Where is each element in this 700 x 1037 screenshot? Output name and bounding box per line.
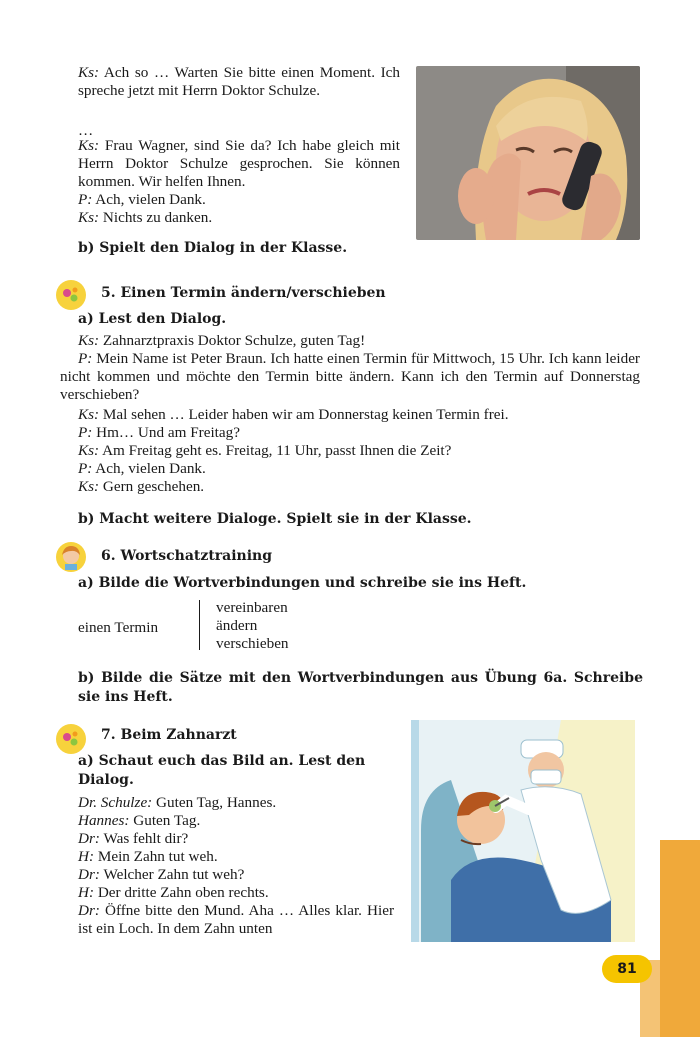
ex7-a-label: a) Schaut euch das Bild an. Lest den Dialog. [78, 753, 366, 788]
ellipsis: … [78, 122, 94, 139]
collocation-noun: einen Termin [78, 619, 159, 636]
page-number: 81 [602, 955, 652, 983]
dentist-illustration [411, 720, 635, 942]
ex5-line-3: Ks: Mal sehen … Leider haben wir am Donnerstag keinen Termin frei. [78, 406, 509, 423]
ex6-b-label: b) Bilde die Sätze mit den Wortverbindungen aus Übung 6a. Schreibe sie ins Heft. [78, 670, 643, 705]
utterance: Nichts zu danken. [99, 209, 213, 226]
ex6-title: 6. Wortschatztraining [101, 548, 273, 564]
ex5-b-label: b) Macht weitere Dialoge. Spielt sie in der Klasse. [78, 511, 472, 527]
intro-line-2 [78, 137, 400, 191]
verb-1: vereinbaren [216, 599, 288, 616]
utterance: Ach so … Warten Sie bitte einen Moment. Ich spreche jetzt mit Herrn Doktor Schulze. [78, 64, 400, 99]
dialog-flower-icon-2 [56, 724, 86, 754]
task-4b: b) Spielt den Dialog in der Klasse. [78, 240, 348, 256]
ex5-line-2: P: Mein Name ist Peter Braun. Ich hatte einen Termin für Mittwoch, 15 Uhr. Ich kann leider nicht kommen und möchte den Termin bitte ändern. Kann ich den Termin auf Donnerstag verschieben? [60, 350, 640, 403]
intro-line-3 [78, 191, 206, 209]
ex5-a-label: a) Lest den Dialog. [78, 311, 227, 327]
utterance: Frau Wagner, sind Sie da? Ich habe gleich mit Herrn Doktor Schulze gesprochen. Sie können kommen. Wir helfen Ihnen. [78, 137, 400, 190]
ex7-line-6: H: Der dritte Zahn oben rechts. [78, 884, 269, 901]
ex7-line-5: Dr: Welcher Zahn tut weh? [78, 866, 245, 883]
ex7-title: 7. Beim Zahnarzt [101, 727, 237, 743]
ex7-line-3: Dr: Was fehlt dir? [78, 830, 189, 847]
woman-phone-illustration [416, 66, 640, 240]
speaker: Ks: [78, 137, 100, 154]
ex5-line-6: P: Ach, vielen Dank. [78, 460, 206, 477]
speaker: Ks: [78, 64, 100, 81]
intro-line-1 [78, 64, 400, 100]
ex5-title: 5. Einen Termin ändern/verschieben [101, 285, 386, 301]
verb-3: verschieben [216, 635, 289, 652]
ex5-line-7: Ks: Gern geschehen. [78, 478, 205, 495]
ex5-line-5: Ks: Am Freitag geht es. Freitag, 11 Uhr, passt Ihnen die Zeit? [78, 442, 452, 459]
ex7-line-2: Hannes: Guten Tag. [78, 812, 201, 829]
speaker: Ks: [78, 209, 100, 226]
collocation-divider [199, 600, 200, 650]
dialog-flower-icon [56, 280, 86, 310]
girl-avatar-icon [56, 542, 86, 572]
ex6-a-label: a) Bilde die Wortverbindungen und schreibe sie ins Heft. [78, 575, 527, 591]
ex5-line-4: P: Hm… Und am Freitag? [78, 424, 240, 441]
speaker: P: [78, 191, 93, 208]
ex7-line-4: H: Mein Zahn tut weh. [78, 848, 218, 865]
intro-line-4 [78, 209, 212, 227]
ex7-line-1: Dr. Schulze: Guten Tag, Hannes. [78, 794, 277, 811]
ex7-line-7: Dr: Öffne bitte den Mund. Aha … Alles klar. Hier ist ein Loch. In dem Zahn unten [78, 902, 394, 937]
utterance: Ach, vielen Dank. [92, 191, 206, 208]
woman-phone-photo [416, 66, 640, 240]
page-edge-stripe [660, 840, 700, 1037]
verb-2: ändern [216, 617, 258, 634]
ex5-line-1: Ks: Zahnarztpraxis Doktor Schulze, guten Tag! [78, 332, 366, 349]
